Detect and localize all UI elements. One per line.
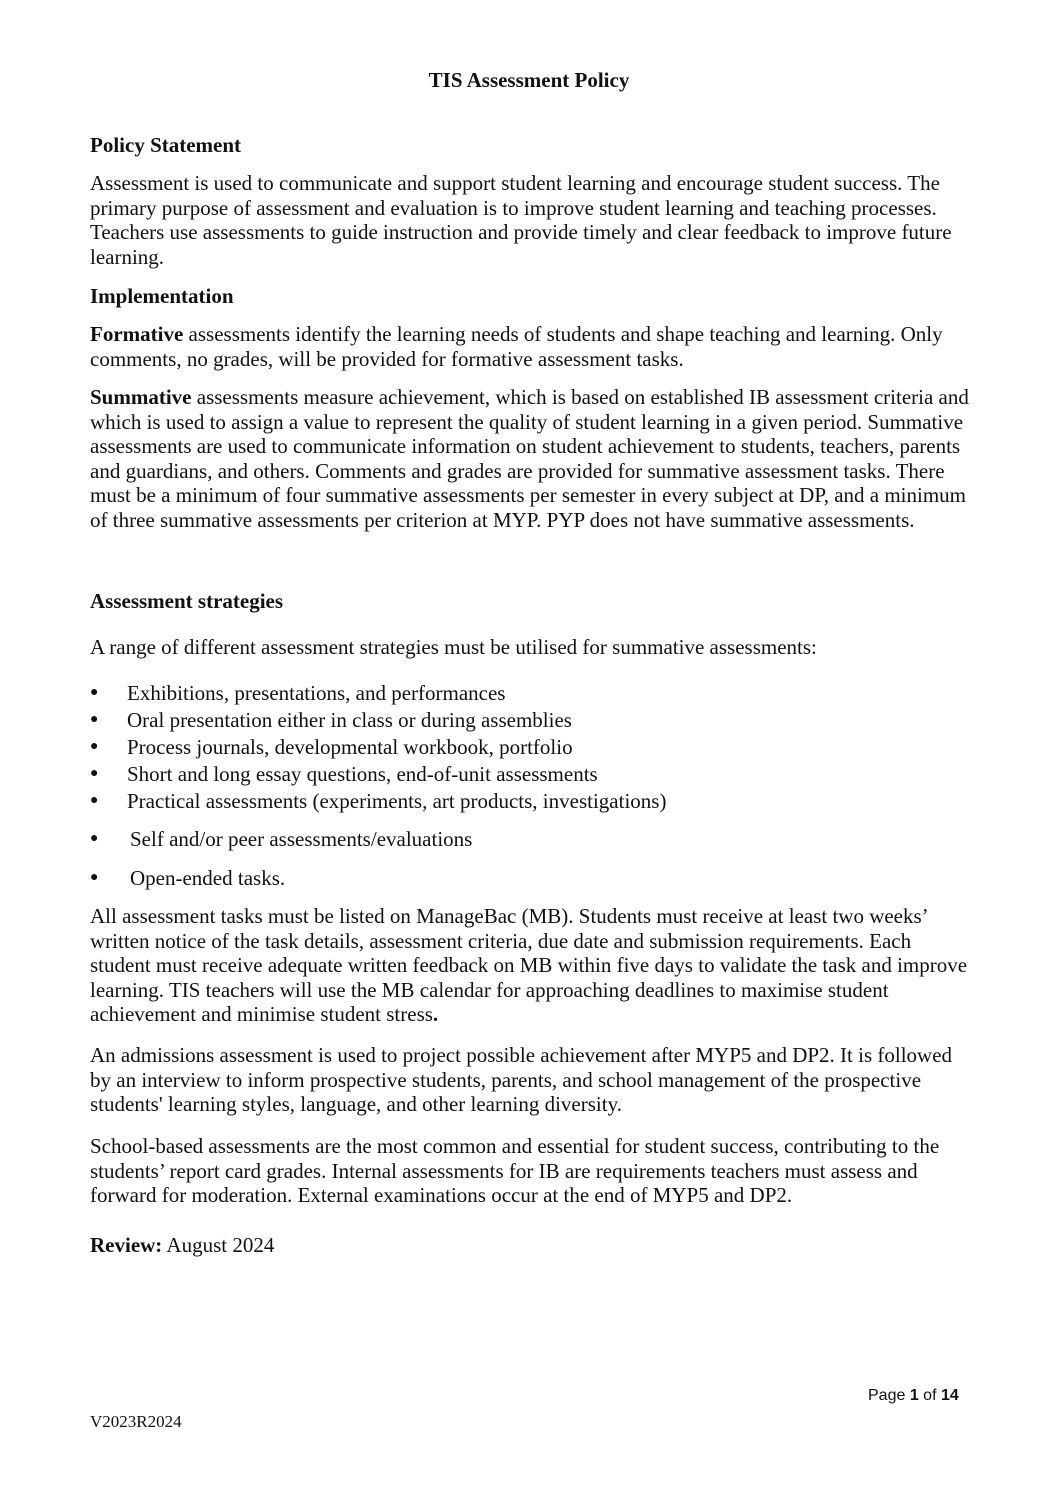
review-line	[90, 1233, 970, 1258]
summative-text: assessments measure achievement, which is based on established IB assessment criteria and which is used to assign a value to represent the quality of student learning in a given period. Summative assessments are used to communicate information on student achievement to students, teachers, parents and guardians, and others. Comments and grades are provided for summative assessment tasks. There must be a minimum of four summative assessments per semester in every subject at DP, and a minimum of three summative assessments per criterion at MYP. PYP does not have summative assessments.	[90, 385, 969, 532]
page-number: Page 1 of 14	[868, 1387, 959, 1404]
strategies-intro: A range of different assessment strategies must be utilised for summative assessments:	[90, 635, 817, 659]
bullet-icon: ●	[90, 739, 99, 754]
bullet-icon: ●	[90, 712, 99, 727]
managebac-paragraph: All assessment tasks must be listed on ManageBac (MB). Students must receive at least two weeks’ written notice of the task details, assessment criteria, due date and submission requirements. Each student must receive adequate written feedback on MB within five days to validate the task and improve learning. TIS teachers will use the MB calendar for approaching deadlines to maximise student achievement and minimise student stress.	[90, 904, 968, 1026]
admissions-paragraph: An admissions assessment is used to project possible achievement after MYP5 and DP2. It is followed by an interview to inform prospective students, parents, and school management of the prospective students' learning styles, language, and other learning diversity.	[90, 1043, 953, 1116]
review-date: August 2024	[162, 1233, 275, 1257]
document-title: TIS Assessment Policy	[428, 68, 630, 92]
formative-term: Formative	[90, 322, 184, 346]
version-code: V2023R2024	[90, 1412, 182, 1431]
summative-paragraph	[90, 385, 970, 532]
bullet-icon: ●	[90, 766, 99, 781]
review-label: Review:	[90, 1233, 163, 1257]
policy-statement-text: Assessment is used to communicate and support student learning and encourage student success. The primary purpose of assessment and evaluation is to improve student learning and teaching processes. Teachers use assessments to guide instruction and provide timely and clear feedback to improve future learning.	[90, 171, 952, 269]
bullet-icon: ●	[90, 793, 99, 808]
bullet-icon: ●	[90, 831, 99, 846]
strategies-heading: Assessment strategies	[90, 589, 284, 613]
implementation-heading: Implementation	[90, 284, 234, 308]
formative-text: assessments identify the learning needs of students and shape teaching and learning. Only comments, no grades, will be provided for formative assessment tasks.	[90, 322, 943, 371]
summative-term: Summative	[90, 385, 192, 409]
policy-statement-heading: Policy Statement	[90, 133, 242, 157]
bullet-icon: ●	[90, 685, 99, 700]
formative-paragraph	[90, 322, 970, 371]
school-based-paragraph: School-based assessments are the most common and essential for student success, contributing to the students’ report card grades. Internal assessments for IB are requirements teachers must assess and forward for moderation. External examinations occur at the end of MYP5 and DP2.	[90, 1134, 940, 1207]
bullet-icon: ●	[90, 870, 99, 885]
